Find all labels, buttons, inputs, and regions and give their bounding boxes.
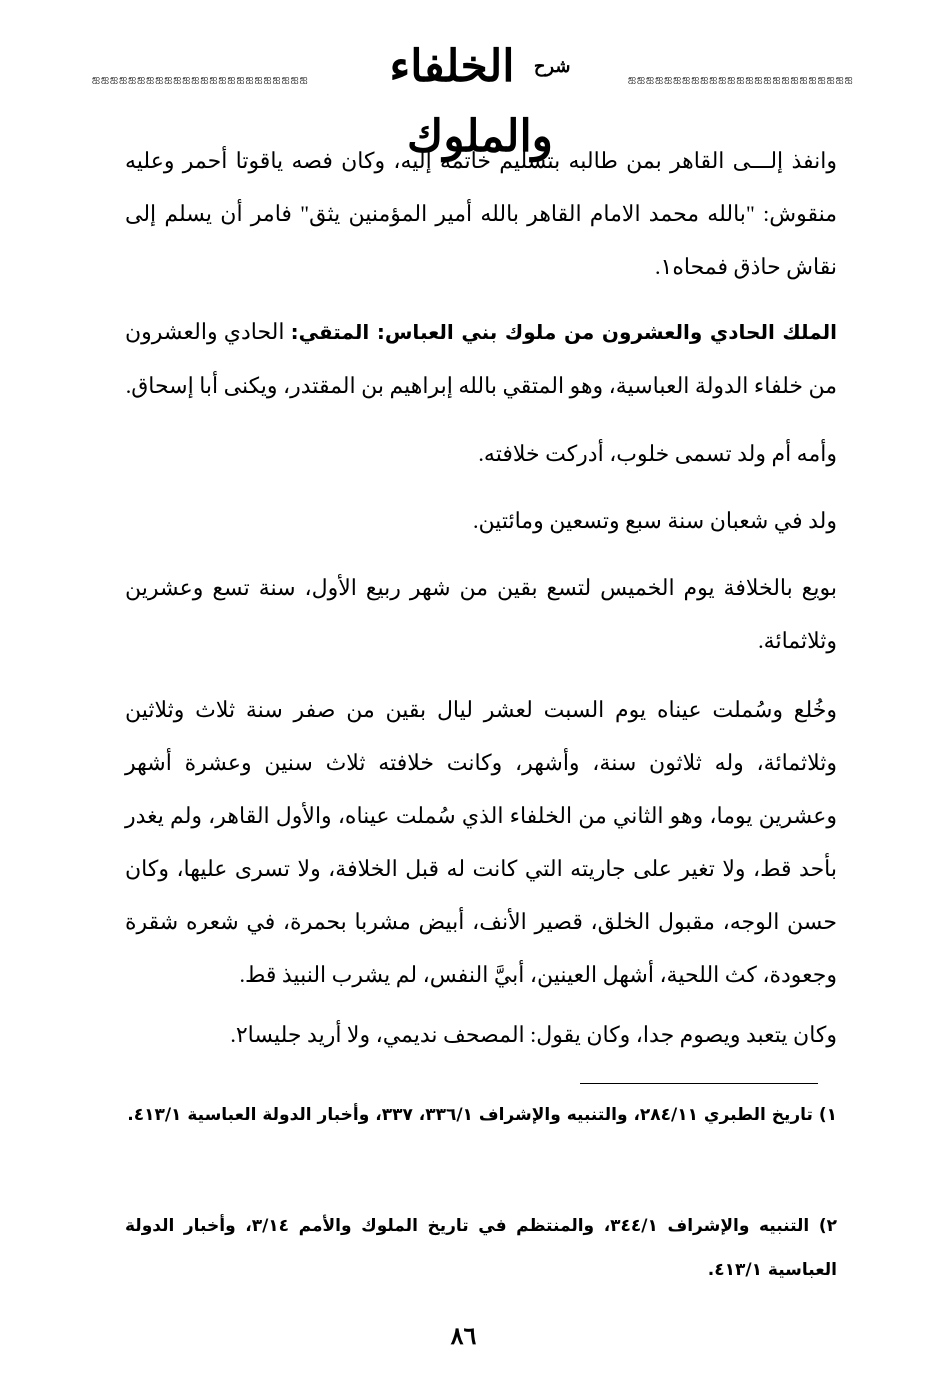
footnote-1: ١) تاريخ الطبري ٢٨٤/١١، والتنبيه والإشراف ٣٣٦/١، ٣٣٧، وأخبار الدولة العباسية ٤١٣/١. <box>127 1105 837 1125</box>
footnote-2: ٢) التنبيه والإشراف ٣٤٤/١، والمنتظم في تاريخ الملوك والأمم ٣/١٤، وأخبار الدولة العباسية ٤١٣/١. <box>125 1216 837 1280</box>
book-title-text: الخلفاء والملوك <box>389 41 553 162</box>
paragraph-7: وكان يتعبد ويصوم جدا، وكان يقول: المصحف نديمي، ولا أريد جليسا٢. <box>230 1022 837 1047</box>
page-header <box>0 28 927 162</box>
paragraph-5: بويع بالخلافة يوم الخميس لتسع بقين من شهر ربيع الأول، سنة تسع وعشرين وثلاثمائة. <box>125 575 837 653</box>
header-ornament-left: ஐஐஐஐஐஐஐஐஐஐஐஐஐஐஐஐஐஐஐஐஐஐஐஐ <box>92 74 309 84</box>
footnote-divider <box>580 1083 818 1084</box>
header-ornament-right: ஐஐஐஐஐஐஐஐஐஐஐஐஐஐஐஐஐஐஐஐஐஐஐஐஐ <box>628 74 854 84</box>
paragraph-3: وأمه أم ولد تسمى خلوب، أدركت خلافته. <box>478 441 837 466</box>
section-heading-text: الحادي والعشرون من خلفاء الدولة العباسية، وهو المتقي بالله إبراهيم بن المقتدر، ويكنى أبا إسحاق. <box>125 319 837 398</box>
paragraph-1: وانفذ إلـــى القاهر بمن طالبه بتسليم خاتمه إليه، وكان فصه ياقوتا أحمر وعليه منقوش: "بالله محمد الامام القاهر بالله أمير المؤمنين يثق" فامر أن يسلم إلى نقاش حاذق فمحاه١. <box>125 148 837 279</box>
page-number: ٨٦ <box>450 1324 477 1350</box>
book-title-prefix: شرح <box>533 56 571 77</box>
paragraph-6: وخُلع وسُملت عيناه يوم السبت لعشر ليال بقين من صفر سنة ثلاث وثلاثين وثلاثمائة، وله ثلاثون سنة، وأشهر، وكانت خلافته ثلاث سنين وعشرة أشهر وعشرين يوما، وهو الثاني من الخلفاء الذي سُملت عيناه، والأول القاهر، ولم يغدر بأحد قط، ولا تغير على جاريته التي كانت له قبل الخلافة، ولا تسرى عليها، وكان حسن الوجه، مقبول الخلق، قصير الأنف، أبيض مشربا بحمرة، في شعره شقرة وجعودة، كث اللحية، أشهل العينين، أبيَّ النفس، لم يشرب النبيذ قط. <box>125 697 837 987</box>
paragraph-2 <box>125 305 837 412</box>
section-heading: الملك الحادي والعشرون من ملوك بني العباس: المتقي: <box>290 320 837 344</box>
paragraph-4: ولد في شعبان سنة سبع وتسعين ومائتين. <box>472 508 837 533</box>
